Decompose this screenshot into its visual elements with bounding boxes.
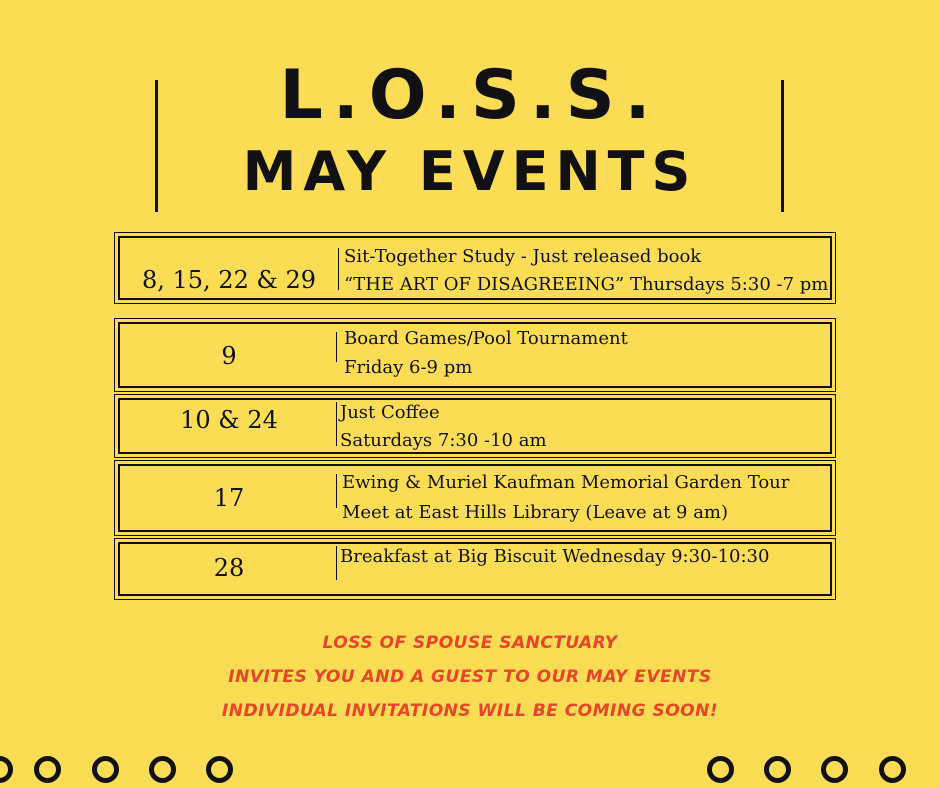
footer-line-2: INVITES YOU AND A GUEST TO OUR MAY EVENTS (228, 667, 712, 687)
decorative-circle (149, 756, 176, 783)
event-row (118, 398, 832, 454)
event-title: Board Games/Pool Tournament (344, 328, 628, 349)
event-separator (336, 402, 337, 446)
event-date: 10 & 24 (180, 406, 278, 434)
event-separator (338, 248, 339, 290)
event-row (118, 542, 832, 596)
decorative-circle (0, 756, 13, 783)
footer-line-1: LOSS OF SPOUSE SANCTUARY (322, 633, 618, 653)
event-title: Just Coffee (340, 402, 440, 423)
footer-line-3: INDIVIDUAL INVITATIONS WILL BE COMING SOON! (221, 701, 719, 721)
event-separator (336, 332, 337, 362)
event-date: 8, 15, 22 & 29 (141, 266, 317, 294)
event-date: 17 (213, 484, 245, 512)
decorative-circle (206, 756, 233, 783)
decorative-circle (92, 756, 119, 783)
event-row (118, 464, 832, 532)
event-row (118, 236, 832, 300)
event-detail: Meet at East Hills Library (Leave at 9 am) (342, 502, 729, 523)
event-row (118, 322, 832, 388)
page-subtitle: MAY EVENTS (242, 140, 698, 203)
event-separator (336, 546, 337, 580)
event-separator (336, 474, 337, 508)
event-title: Breakfast at Big Biscuit Wednesday 9:30-10:30 (340, 546, 770, 567)
event-date: 28 (213, 554, 245, 582)
decorative-circle (34, 756, 61, 783)
decorative-circle (879, 756, 906, 783)
event-detail: Friday 6-9 pm (344, 357, 473, 378)
decorative-circle (707, 756, 734, 783)
event-title: Ewing & Muriel Kaufman Memorial Garden Tour (342, 472, 790, 493)
decorative-circle (764, 756, 791, 783)
event-detail: “THE ART OF DISAGREEING” Thursdays 5:30 -7 pm (344, 274, 829, 295)
page-title: L.O.S.S. (279, 56, 661, 135)
event-date: 9 (221, 342, 237, 370)
event-detail: Saturdays 7:30 -10 am (340, 430, 547, 451)
event-title: Sit-Together Study - Just released book (344, 246, 702, 267)
decorative-circle (821, 756, 848, 783)
